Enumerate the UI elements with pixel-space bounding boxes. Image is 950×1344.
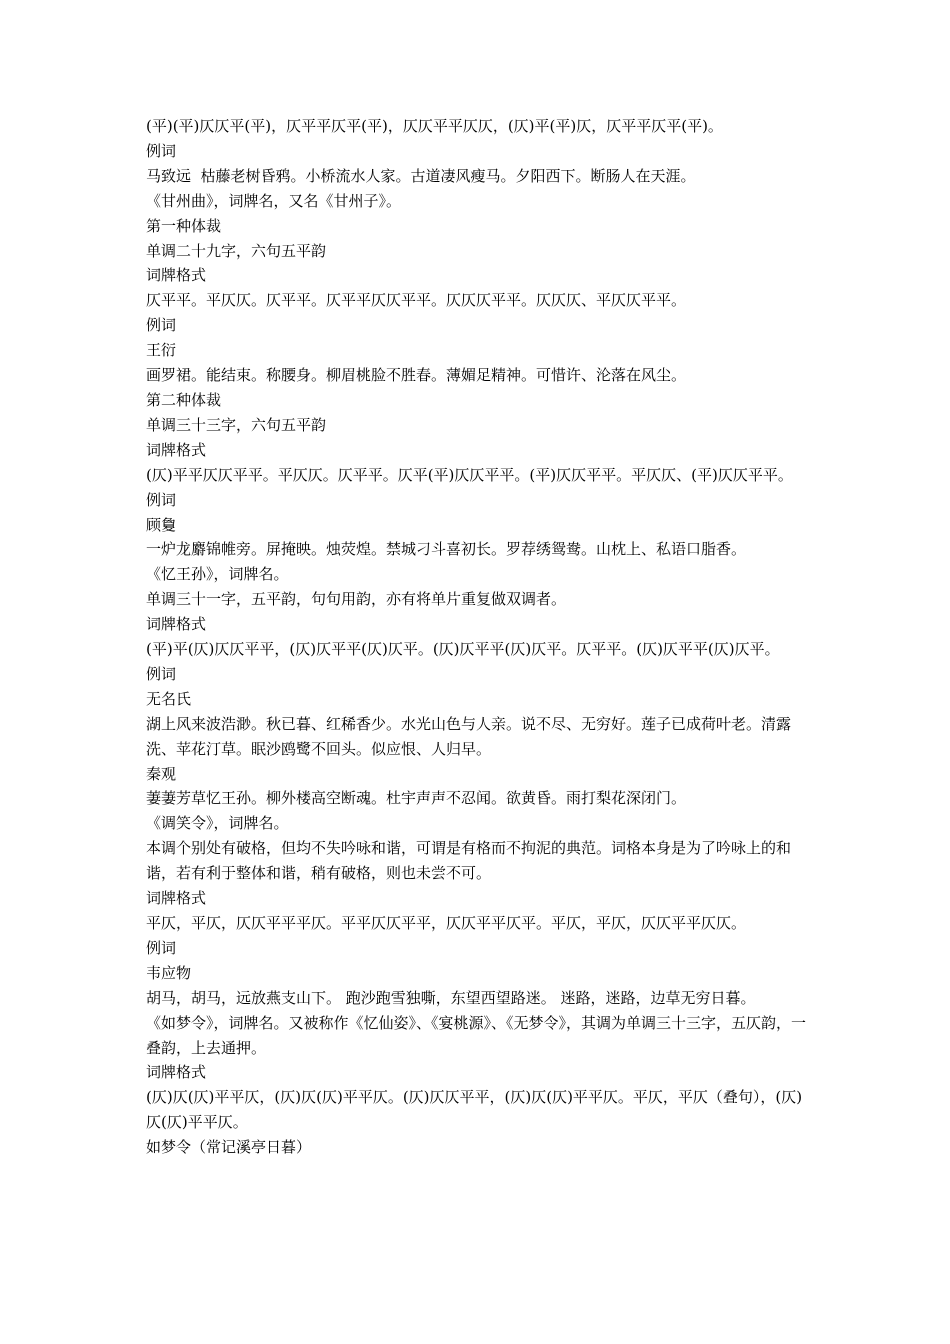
- text-line-1: (平)(平)仄仄平(平)，仄平平仄平(平)，仄仄平平仄仄，(仄)平(平)仄，仄平平仄平(平)。: [146, 117, 723, 135]
- text-line-4: 《甘州曲》，词牌名，又名《甘州子》。: [146, 191, 402, 210]
- text-line-37: (仄)仄(仄)平平仄，(仄)仄(仄)平平仄。(仄)仄仄平平，(仄)仄(仄)平平仄。平仄，平仄（叠句），(仄)仄(仄)平平仄。: [146, 1088, 803, 1132]
- text-line-22: (平)平(仄)仄仄平平，(仄)仄平平(仄)仄平。(仄)仄平平(仄)仄平。仄平平。(仄)仄平平(仄)仄平。: [146, 640, 780, 659]
- text-line-28: 《调笑令》，词牌名。: [146, 814, 289, 833]
- text-line-32: 例词: [146, 938, 177, 957]
- text-line-20: 单调三十一字，五平韵，句句用韵，亦有将单片重复做双调者。: [146, 590, 567, 609]
- text-line-31: 平仄，平仄，仄仄平平平仄。平平仄仄平平，仄仄平平仄平。平仄，平仄，仄仄平平仄仄。: [146, 914, 747, 932]
- text-line-29: 本调个别处有破格，但均不失吟咏和谐，可谓是有格而不拘泥的典范。词格本身是为了吟咏上的和谐，若有利于整体和谐，稍有破格，则也未尝不可。: [146, 839, 792, 883]
- text-line-35: 《如梦令》，词牌名。又被称作《忆仙姿》、《宴桃源》、《无梦令》，其调为单调三十三字，五仄韵，一叠韵，上去通押。: [146, 1013, 807, 1057]
- text-line-10: 王衍: [146, 341, 177, 360]
- text-line-16: 例词: [146, 490, 177, 509]
- document-body: [146, 114, 810, 1160]
- text-line-26: 秦观: [146, 764, 177, 783]
- text-line-2: 例词: [146, 141, 177, 160]
- text-line-21: 词牌格式: [146, 615, 207, 634]
- text-line-5: 第一种体裁: [146, 216, 222, 235]
- text-line-15: (仄)平平仄仄平平。平仄仄。仄平平。仄平(平)仄仄平平。(平)仄仄平平。平仄仄、(平)仄仄平平。: [146, 465, 793, 484]
- text-line-3: 马致远 枯藤老树昏鸦。小桥流水人家。古道凄风瘦马。夕阳西下。断肠人在天涯。: [146, 166, 696, 185]
- text-line-38: 如梦令（常记溪亭日暮）: [146, 1138, 312, 1157]
- text-line-14: 词牌格式: [146, 440, 207, 459]
- text-line-12: 第二种体裁: [146, 390, 222, 409]
- text-line-27: 萋萋芳草忆王孙。柳外楼高空断魂。杜宇声声不忍闻。欲黄昏。雨打梨花深闭门。: [146, 789, 687, 808]
- text-line-24: 无名氏: [146, 689, 192, 708]
- text-line-25: 湖上风来波浩渺。秋已暮、红稀香少。水光山色与人亲。说不尽、无穷好。莲子已成荷叶老。清露洗、苹花汀草。眠沙鸥鹭不回头。似应恨、人归早。: [146, 714, 792, 758]
- text-line-18: 一炉龙麝锦帷旁。屏掩映。烛荧煌。禁城刁斗喜初长。罗荐绣鸳鸯。山枕上、私语口脂香。: [146, 540, 747, 559]
- text-line-9: 例词: [146, 316, 177, 335]
- text-line-17: 顾敻: [146, 515, 177, 534]
- text-line-33: 韦应物: [146, 963, 192, 982]
- text-line-11: 画罗裙。能结束。称腰身。柳眉桃脸不胜春。薄媚足精神。可惜许、沦落在风尘。: [146, 366, 687, 385]
- text-line-36: 词牌格式: [146, 1063, 207, 1082]
- text-line-7: 词牌格式: [146, 266, 207, 285]
- text-line-23: 例词: [146, 664, 177, 683]
- text-line-30: 词牌格式: [146, 889, 207, 908]
- text-line-13: 单调三十三字，六句五平韵: [146, 415, 327, 434]
- text-line-8: 仄平平。平仄仄。仄平平。仄平平仄仄平平。仄仄仄平平。仄仄仄、平仄仄平平。: [146, 291, 687, 310]
- text-line-6: 单调二十九字，六句五平韵: [146, 241, 327, 260]
- text-line-19: 《忆王孙》，词牌名。: [146, 565, 289, 584]
- text-line-34: 胡马，胡马，远放燕支山下。 跑沙跑雪独嘶，东望西望路迷。 迷路，迷路，边草无穷日暮。: [146, 988, 756, 1007]
